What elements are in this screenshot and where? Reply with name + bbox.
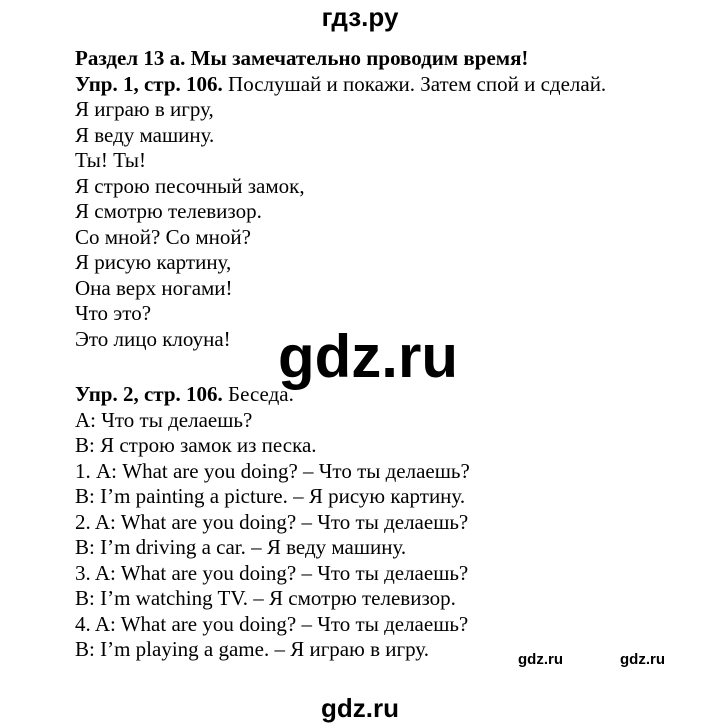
small-watermark-right: gdz.ru: [620, 651, 665, 668]
small-watermark-left: gdz.ru: [518, 651, 563, 668]
exercise-1-line: Со мной? Со мной?: [75, 224, 251, 249]
exercise-1-line: Я смотрю телевизор.: [75, 199, 262, 223]
section-title: Раздел 13 а. Мы замечательно проводим время!: [75, 46, 529, 70]
exercise-1-line: Я рисую картину,: [75, 250, 232, 274]
exercise-1-line: Я строю песочный замок,: [75, 173, 305, 198]
exercise-1-line: Это лицо клоуна!: [75, 326, 231, 351]
exercise-1-line: Что это?: [75, 301, 152, 325]
exercise-2-line: 2. A: What are you doing? – Что ты делаешь?: [75, 509, 469, 534]
exercise-2-line: А: Что ты делаешь?: [75, 407, 253, 432]
exercise-1-line: Я веду машину.: [75, 122, 215, 147]
exercise-2-line: 3. A: What are you doing? – Что ты делаешь?: [75, 560, 469, 585]
exercise-2-line: B: I’m watching TV. – Я смотрю телевизор.: [75, 586, 456, 610]
exercise-1-line: Ты! Ты!: [75, 148, 147, 172]
exercise-2-line: 1. А: What are you doing? – Что ты делаешь?: [75, 458, 470, 483]
exercise-2-line: 4. A: What are you doing? – Что ты делаешь?: [75, 611, 469, 636]
exercise-1-label: Упр. 1, стр. 106.: [75, 71, 223, 96]
exercise-2-line: B: I’m driving a car. – Я веду машину.: [75, 535, 407, 559]
center-watermark: gdz.ru: [278, 323, 458, 390]
exercise-2-instruction: Беседа.: [222, 382, 294, 406]
exercise-2-label: Упр. 2, стр. 106.: [75, 382, 223, 406]
exercise-1-line: Я играю в игру,: [75, 97, 214, 121]
footer-watermark: gdz.ru: [321, 693, 399, 723]
site-header-watermark: гдз.ру: [321, 2, 399, 32]
exercise-2-line: B: I’m painting a picture. – Я рисую картину.: [75, 484, 466, 508]
exercise-1-line: Она верх ногами!: [75, 275, 233, 300]
exercise-2-line: B: I’m playing a game. – Я играю в игру.: [75, 637, 429, 661]
exercise-1-header: [75, 72, 715, 98]
exercise-2-line: В: Я строю замок из песка.: [75, 433, 317, 457]
exercise-1-instruction: Послушай и покажи. Затем спой и сделай.: [222, 71, 607, 96]
